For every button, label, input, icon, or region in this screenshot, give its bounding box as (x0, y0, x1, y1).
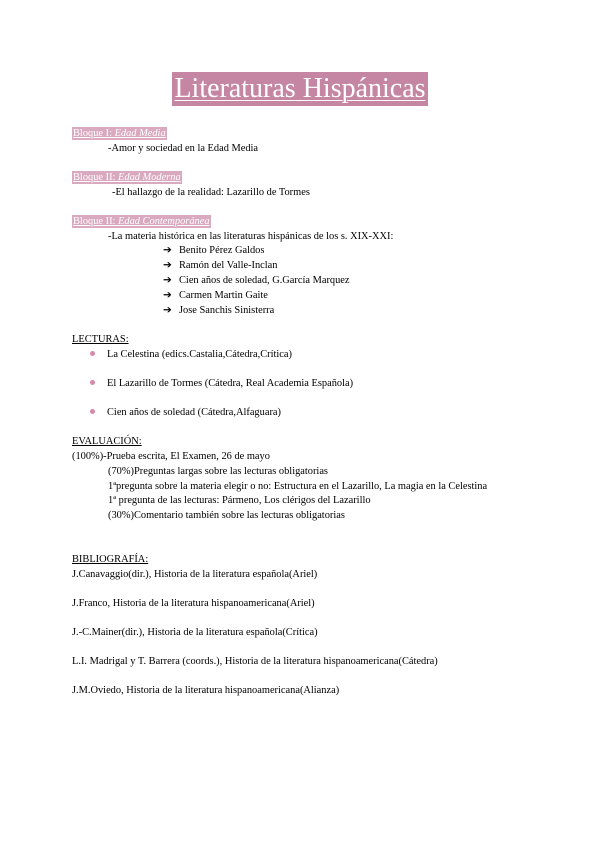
lectura-label: La Celestina (edics.Castalia,Cátedra,Crítica) (107, 349, 292, 360)
lectura-label: El Lazarillo de Tormes (Cátedra, Real Academia Española) (107, 378, 354, 389)
arrow-right-icon: ➔ (163, 275, 172, 286)
bloque-3-prefix: Bloque II: (73, 216, 119, 227)
title-container (0, 72, 600, 106)
bibliografia-entry: J.Franco, Historia de la literatura hispanoamericana(Ariel) (72, 598, 315, 609)
bloque-3-content: -La materia histórica en las literaturas hispánicas de los s. XIX-XXI: (108, 231, 394, 242)
lectura-item (90, 406, 281, 419)
evaluacion-line: (70%)Preguntas largas sobre las lecturas obligatorias (108, 466, 328, 477)
bibliografia-entry: J.Canavaggio(dir.), Historia de la literatura española(Ariel) (72, 569, 318, 580)
bibliografia-entry: J.M.Oviedo, Historia de la literatura hispanoamericana(Alianza) (72, 685, 340, 696)
author-item (163, 304, 274, 317)
bibliografia-entry: L.I. Madrigal y T. Barrera (coords.), Historia de la literatura hispanoamericana(Cátedra) (72, 656, 438, 667)
bloque-2-prefix: Bloque II: (73, 172, 119, 183)
bloque-1-content: -Amor y sociedad en la Edad Media (108, 143, 259, 154)
evaluacion-line: (30%)Comentario también sobre las lecturas obligatorias (108, 510, 345, 521)
evaluacion-heading: EVALUACIÓN: (72, 436, 142, 447)
arrow-right-icon: ➔ (163, 290, 172, 301)
bloque-1-prefix: Bloque I: (73, 128, 115, 139)
bloque-2-heading (72, 171, 182, 184)
page-title: Literaturas Hispánicas (174, 73, 426, 104)
author-label: Ramón del Valle-Inclan (179, 260, 278, 271)
evaluacion-line: 1ª pregunta de las lecturas: Pármeno, Los clérigos del Lazarillo (108, 495, 371, 506)
bloque-1-heading (72, 127, 167, 140)
arrow-right-icon: ➔ (163, 260, 172, 271)
lectura-item (90, 377, 353, 390)
bloque-3-era: Edad Contemporánea (118, 216, 210, 227)
lectura-item (90, 348, 292, 361)
evaluacion-line: 1ªpregunta sobre la materia elegir o no: Estructura en el Lazarillo, La magia en la Celestina (108, 481, 488, 492)
bloque-2-content: -El hallazgo de la realidad: Lazarillo de Tormes (112, 187, 310, 198)
author-item (163, 274, 350, 287)
author-label: Jose Sanchis Sinisterra (179, 305, 275, 316)
author-label: Carmen Martin Gaite (179, 290, 268, 301)
bibliografia-heading: BIBLIOGRAFÍA: (72, 554, 149, 565)
bloque-2-era: Edad Moderna (118, 172, 181, 183)
bullet-icon (90, 380, 95, 385)
arrow-right-icon: ➔ (163, 305, 172, 316)
bullet-icon (90, 409, 95, 414)
bibliografia-entry: J.-C.Mainer(dir.), Historia de la literatura española(Crítica) (72, 627, 318, 638)
arrow-right-icon: ➔ (163, 245, 172, 256)
lectura-label: Cien años de soledad (Cátedra,Alfaguara) (107, 407, 281, 418)
bullet-icon (90, 351, 95, 356)
bloque-3-heading (72, 215, 211, 228)
author-item (163, 259, 278, 272)
author-item (163, 244, 264, 257)
evaluacion-line: (100%)-Prueba escrita, El Examen, 26 de mayo (72, 451, 270, 462)
bloque-1-era: Edad Media (114, 128, 166, 139)
lecturas-heading: LECTURAS: (72, 334, 129, 345)
author-item (163, 289, 268, 302)
author-label: Benito Pérez Galdos (179, 245, 265, 256)
author-label: Cien años de soledad, G.García Marquez (179, 275, 350, 286)
